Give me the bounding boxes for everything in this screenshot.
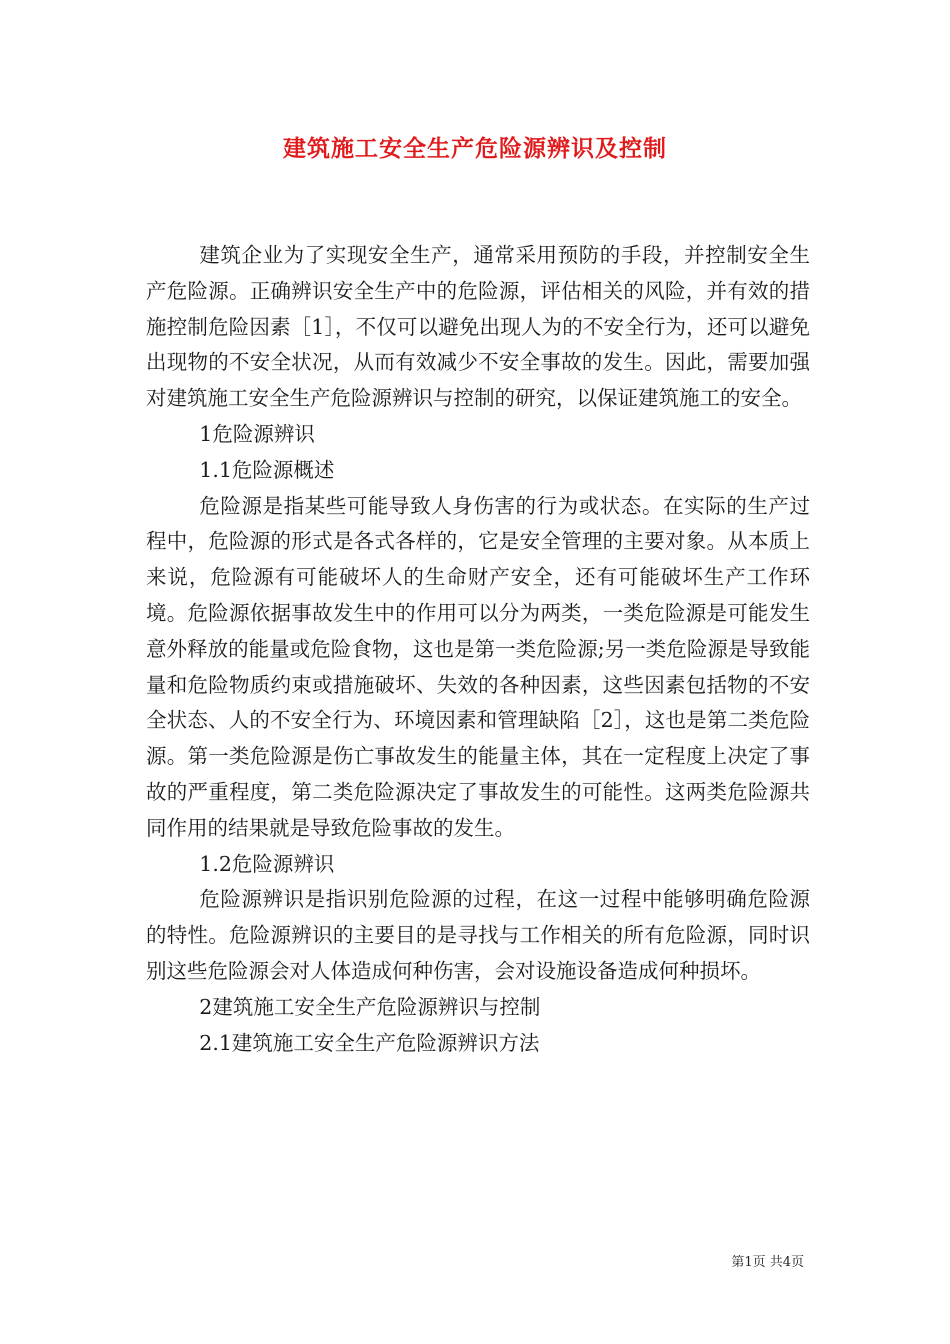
document-title: 建筑施工安全生产危险源辨识及控制 (283, 135, 667, 162)
section-heading-1-1: 1.1危险源概述 (199, 457, 335, 482)
page-number: 第1页 共4页 (731, 1255, 804, 1270)
section-heading-2: 2建筑施工安全生产危险源辨识与控制 (199, 994, 541, 1019)
section-heading-2-1: 2.1建筑施工安全生产危险源辨识方法 (199, 1030, 540, 1055)
paragraph-hazard-identification: 危险源辨识是指识别危险源的过程，在这一过程中能够明确危险源的特性。危险源辨识的主要目的是寻找与工作相关的所有危险源，同时识别这些危险源会对人体造成何种伤害，会对设施设备造成何种损坏。 (146, 887, 810, 983)
paragraph-intro: 建筑企业为了实现安全生产，通常采用预防的手段，并控制安全生产危险源。正确辨识安全生产中的危险源，评估相关的风险，并有效的措施控制危险因素［1］，不仅可以避免出现人为的不安全行为，还可以避免出现物的不安全状况，从而有效减少不安全事故的发生。因此，需要加强对建筑施工安全生产危险源辨识与控制的研究，以保证建筑施工的安全。 (146, 243, 810, 411)
document-body (146, 238, 810, 1061)
section-heading-1-2: 1.2危险源辨识 (199, 851, 335, 876)
paragraph-hazard-overview: 危险源是指某些可能导致人身伤害的行为或状态。在实际的生产过程中，危险源的形式是各式各样的，它是安全管理的主要对象。从本质上来说，危险源有可能破坏人的生命财产安全，还有可能破坏生产工作环境。危险源依据事故发生中的作用可以分为两类，一类危险源是可能发生意外释放的能量或危险食物，这也是第一类危险源;另一类危险源是导致能量和危险物质约束或措施破坏、失效的各种因素，这些因素包括物的不安全状态、人的不安全行为、环境因素和管理缺陷［2］，这也是第二类危险源。第一类危险源是伤亡事故发生的能量主体，其在一定程度上决定了事故的严重程度，第二类危险源决定了事故发生的可能性。这两类危险源共同作用的结果就是导致危险事故的发生。 (146, 493, 810, 840)
section-heading-1: 1危险源辨识 (199, 421, 315, 446)
